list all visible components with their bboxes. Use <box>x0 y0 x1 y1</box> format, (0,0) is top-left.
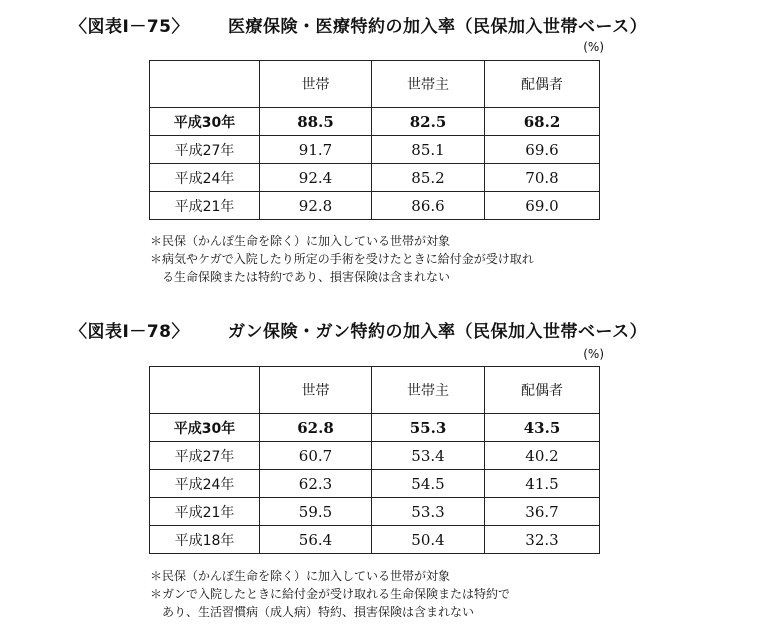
table-row <box>150 414 600 442</box>
table-row <box>150 192 600 220</box>
cell-head-of-household: 82.5 <box>372 108 485 136</box>
header-cell-head-of-household: 世帯主 <box>372 367 485 414</box>
table-row <box>150 470 600 498</box>
cell-head-of-household: 54.5 <box>372 470 485 498</box>
row-label: 平成21年 <box>150 192 260 220</box>
row-label: 平成21年 <box>150 498 260 526</box>
figure-cancer-insurance <box>0 317 760 635</box>
figure-title <box>70 317 647 343</box>
footnote-continuation: あり、生活習慣病（成人病）特約、損害保険は含まれない <box>162 605 475 619</box>
footnote: ＊民保（かんぽ生命を除く）に加入している世帯が対象 <box>150 234 451 248</box>
footnote-continuation: る生命保険または特約であり、損害保険は含まれない <box>162 270 451 284</box>
footnotes <box>150 567 510 621</box>
header-cell-spouse: 配偶者 <box>485 367 600 414</box>
figure-id: 〈図表Ⅰ－78〉 <box>70 322 189 342</box>
footnote: ＊病気やケガで入院したり所定の手術を受けたときに給付金が受け取れ <box>150 252 534 266</box>
figure-title-text: 医療保険・医療特約の加入率（民保加入世帯ベース） <box>228 17 648 37</box>
row-label: 平成30年 <box>150 108 260 136</box>
table-row <box>150 526 600 554</box>
cell-household: 91.7 <box>260 136 372 164</box>
cell-spouse: 68.2 <box>485 108 600 136</box>
cell-head-of-household: 53.4 <box>372 442 485 470</box>
figure-title <box>70 12 647 38</box>
rate-table <box>149 60 600 220</box>
cell-head-of-household: 50.4 <box>372 526 485 554</box>
figure-id: 〈図表Ⅰ－75〉 <box>70 17 189 37</box>
header-cell-household: 世帯 <box>260 367 372 414</box>
cell-spouse: 40.2 <box>485 442 600 470</box>
cell-household: 88.5 <box>260 108 372 136</box>
cell-household: 59.5 <box>260 498 372 526</box>
row-label: 平成27年 <box>150 442 260 470</box>
header-cell-household: 世帯 <box>260 61 372 108</box>
header-cell-spouse: 配偶者 <box>485 61 600 108</box>
cell-head-of-household: 85.1 <box>372 136 485 164</box>
cell-spouse: 41.5 <box>485 470 600 498</box>
table-row <box>150 498 600 526</box>
cell-household: 62.8 <box>260 414 372 442</box>
row-label: 平成30年 <box>150 414 260 442</box>
cell-spouse: 36.7 <box>485 498 600 526</box>
cell-household: 62.3 <box>260 470 372 498</box>
row-label: 平成27年 <box>150 136 260 164</box>
table-row <box>150 108 600 136</box>
rate-table <box>149 366 600 554</box>
table-row <box>150 442 600 470</box>
figure-title-text: ガン保険・ガン特約の加入率（民保加入世帯ベース） <box>228 322 648 342</box>
cell-head-of-household: 85.2 <box>372 164 485 192</box>
row-label: 平成24年 <box>150 164 260 192</box>
cell-household: 56.4 <box>260 526 372 554</box>
cell-head-of-household: 53.3 <box>372 498 485 526</box>
footnote: ＊民保（かんぽ生命を除く）に加入している世帯が対象 <box>150 569 451 583</box>
table-row <box>150 164 600 192</box>
row-label: 平成24年 <box>150 470 260 498</box>
cell-head-of-household: 55.3 <box>372 414 485 442</box>
unit-label: (%) <box>583 40 604 54</box>
cell-spouse: 69.0 <box>485 192 600 220</box>
table-row <box>150 136 600 164</box>
header-cell-head-of-household: 世帯主 <box>372 61 485 108</box>
cell-household: 92.8 <box>260 192 372 220</box>
cell-spouse: 32.3 <box>485 526 600 554</box>
header-cell-blank <box>150 61 260 108</box>
cell-spouse: 70.8 <box>485 164 600 192</box>
figure-medical-insurance <box>0 12 760 302</box>
footnote: ＊ガンで入院したときに給付金が受け取れる生命保険または特約で <box>150 587 511 601</box>
table-header-row <box>150 367 600 414</box>
cell-spouse: 43.5 <box>485 414 600 442</box>
header-cell-blank <box>150 367 260 414</box>
footnotes <box>150 232 534 286</box>
cell-household: 92.4 <box>260 164 372 192</box>
unit-label: (%) <box>583 347 604 361</box>
table-header-row <box>150 61 600 108</box>
cell-spouse: 69.6 <box>485 136 600 164</box>
cell-household: 60.7 <box>260 442 372 470</box>
cell-head-of-household: 86.6 <box>372 192 485 220</box>
row-label: 平成18年 <box>150 526 260 554</box>
